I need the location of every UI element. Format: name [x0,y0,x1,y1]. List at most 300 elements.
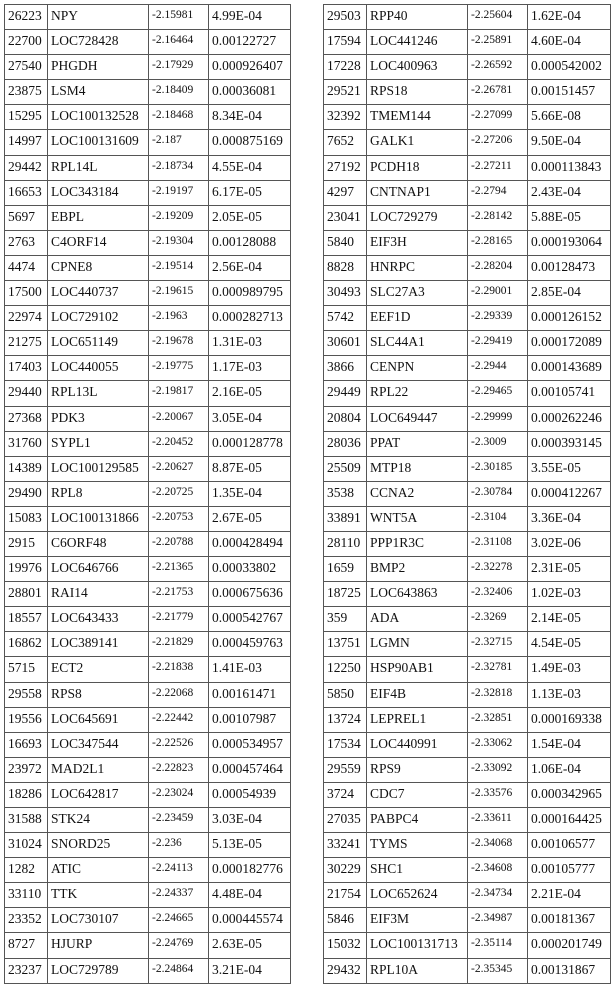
fold-change-cell: -2.20753 [149,506,209,531]
gene-id-cell: 13751 [324,632,367,657]
gene-symbol-cell: SNORD25 [48,833,149,858]
gene-symbol-cell: EBPL [48,205,149,230]
gene-symbol-cell: HSP90AB1 [367,657,468,682]
gene-symbol-cell: RAI14 [48,582,149,607]
gene-symbol-cell: LOC643863 [367,582,468,607]
gene-id-cell: 14997 [5,130,48,155]
p-value-cell: 3.55E-05 [528,456,611,481]
gene-symbol-cell: LOC729102 [48,306,149,331]
p-value-cell: 8.34E-04 [209,105,291,130]
table-row [5,607,291,632]
table-row [324,933,611,958]
gene-symbol-cell: LOC646766 [48,557,149,582]
p-value-cell: 0.000128778 [209,431,291,456]
fold-change-cell: -2.27099 [468,105,528,130]
table-row [5,456,291,481]
fold-change-cell: -2.32715 [468,632,528,657]
table-row [324,657,611,682]
fold-change-cell: -2.21365 [149,557,209,582]
fold-change-cell: -2.29999 [468,406,528,431]
fold-change-cell: -2.32818 [468,682,528,707]
fold-change-cell: -2.28165 [468,230,528,255]
p-value-cell: 0.00128088 [209,230,291,255]
gene-id-cell: 29559 [324,757,367,782]
gene-symbol-cell: LOC100129585 [48,456,149,481]
fold-change-cell: -2.3009 [468,431,528,456]
table-row [5,958,291,983]
gene-id-cell: 5846 [324,908,367,933]
gene-id-cell: 22974 [5,306,48,331]
fold-change-cell: -2.22068 [149,682,209,707]
p-value-cell: 0.000445574 [209,908,291,933]
gene-symbol-cell: RPS18 [367,80,468,105]
table-row [324,30,611,55]
fold-change-cell: -2.19197 [149,180,209,205]
gene-table-left [4,4,291,984]
table-row [324,55,611,80]
p-value-cell: 3.21E-04 [209,958,291,983]
gene-id-cell: 19976 [5,557,48,582]
p-value-cell: 5.66E-08 [528,105,611,130]
gene-id-cell: 29503 [324,5,367,30]
fold-change-cell: -2.236 [149,833,209,858]
table-row [324,406,611,431]
fold-change-cell: -2.27211 [468,155,528,180]
gene-id-cell: 29440 [5,381,48,406]
table-row [324,5,611,30]
fold-change-cell: -2.24113 [149,858,209,883]
gene-id-cell: 17594 [324,30,367,55]
gene-id-cell: 26223 [5,5,48,30]
gene-symbol-cell: EIF3H [367,230,468,255]
p-value-cell: 3.03E-04 [209,808,291,833]
gene-symbol-cell: EIF3M [367,908,468,933]
gene-id-cell: 5715 [5,657,48,682]
gene-symbol-cell: LOC389141 [48,632,149,657]
fold-change-cell: -2.32406 [468,582,528,607]
p-value-cell: 2.16E-05 [209,381,291,406]
table-row [5,833,291,858]
p-value-cell: 4.99E-04 [209,5,291,30]
gene-symbol-cell: LOC343184 [48,180,149,205]
gene-symbol-cell: TMEM144 [367,105,468,130]
fold-change-cell: -2.30185 [468,456,528,481]
fold-change-cell: -2.2944 [468,356,528,381]
p-value-cell: 8.87E-05 [209,456,291,481]
fold-change-cell: -2.34608 [468,858,528,883]
gene-id-cell: 5697 [5,205,48,230]
p-value-cell: 0.000193064 [528,230,611,255]
gene-id-cell: 21275 [5,331,48,356]
gene-id-cell: 29521 [324,80,367,105]
p-value-cell: 0.000164425 [528,808,611,833]
fold-change-cell: -2.23024 [149,782,209,807]
p-value-cell: 2.67E-05 [209,506,291,531]
table-row [324,732,611,757]
gene-symbol-cell: PABPC4 [367,808,468,833]
gene-symbol-cell: LOC728428 [48,30,149,55]
gene-id-cell: 23237 [5,958,48,983]
table-row [324,306,611,331]
gene-symbol-cell: CNTNAP1 [367,180,468,205]
fold-change-cell: -2.29419 [468,331,528,356]
table-row [324,858,611,883]
table-row [5,808,291,833]
p-value-cell: 1.31E-03 [209,331,291,356]
p-value-cell: 1.54E-04 [528,732,611,757]
fold-change-cell: -2.28204 [468,255,528,280]
gene-id-cell: 3866 [324,356,367,381]
fold-change-cell: -2.19209 [149,205,209,230]
gene-symbol-cell: LEPREL1 [367,707,468,732]
p-value-cell: 4.48E-04 [209,883,291,908]
gene-id-cell: 3538 [324,481,367,506]
gene-symbol-cell: PHGDH [48,55,149,80]
table-row [324,331,611,356]
table-row [324,958,611,983]
p-value-cell: 0.00181367 [528,908,611,933]
p-value-cell: 4.60E-04 [528,30,611,55]
p-value-cell: 1.06E-04 [528,757,611,782]
gene-symbol-cell: LGMN [367,632,468,657]
table-row [5,657,291,682]
gene-id-cell: 28110 [324,531,367,556]
gene-id-cell: 1659 [324,557,367,582]
fold-change-cell: -2.24337 [149,883,209,908]
p-value-cell: 9.50E-04 [528,130,611,155]
p-value-cell: 6.17E-05 [209,180,291,205]
p-value-cell: 0.00033802 [209,557,291,582]
gene-symbol-cell: TTK [48,883,149,908]
fold-change-cell: -2.35345 [468,958,528,983]
table-row [324,506,611,531]
gene-symbol-cell: RPL22 [367,381,468,406]
table-row [324,180,611,205]
p-value-cell: 2.21E-04 [528,883,611,908]
table-row [324,431,611,456]
gene-id-cell: 4297 [324,180,367,205]
gene-id-cell: 15083 [5,506,48,531]
gene-symbol-cell: SYPL1 [48,431,149,456]
table-row [324,757,611,782]
fold-change-cell: -2.16464 [149,30,209,55]
table-row [324,607,611,632]
gene-id-cell: 16862 [5,632,48,657]
table-row [5,707,291,732]
p-value-cell: 0.000428494 [209,531,291,556]
gene-id-cell: 2763 [5,230,48,255]
fold-change-cell: -2.1963 [149,306,209,331]
table-row [5,531,291,556]
gene-symbol-cell: ADA [367,607,468,632]
p-value-cell: 0.000459763 [209,632,291,657]
gene-symbol-cell: RPP40 [367,5,468,30]
gene-symbol-cell: LOC100132528 [48,105,149,130]
table-row [5,30,291,55]
gene-symbol-cell: CENPN [367,356,468,381]
fold-change-cell: -2.19775 [149,356,209,381]
fold-change-cell: -2.33092 [468,757,528,782]
p-value-cell: 3.02E-06 [528,531,611,556]
gene-symbol-cell: MAD2L1 [48,757,149,782]
fold-change-cell: -2.187 [149,130,209,155]
gene-id-cell: 8828 [324,255,367,280]
table-row [324,632,611,657]
table-row [5,431,291,456]
p-value-cell: 0.000926407 [209,55,291,80]
gene-id-cell: 5850 [324,682,367,707]
fold-change-cell: -2.26592 [468,55,528,80]
table-row [324,456,611,481]
fold-change-cell: -2.20627 [149,456,209,481]
gene-symbol-cell: LOC645691 [48,707,149,732]
p-value-cell: 0.00106577 [528,833,611,858]
gene-id-cell: 21754 [324,883,367,908]
gene-symbol-cell: LOC649447 [367,406,468,431]
p-value-cell: 0.000126152 [528,306,611,331]
table-row [324,707,611,732]
gene-id-cell: 31588 [5,808,48,833]
fold-change-cell: -2.33576 [468,782,528,807]
fold-change-cell: -2.33611 [468,808,528,833]
p-value-cell: 1.35E-04 [209,481,291,506]
gene-id-cell: 27540 [5,55,48,80]
fold-change-cell: -2.28142 [468,205,528,230]
fold-change-cell: -2.21838 [149,657,209,682]
table-row [5,858,291,883]
gene-symbol-cell: BMP2 [367,557,468,582]
gene-id-cell: 30493 [324,281,367,306]
gene-symbol-cell: HJURP [48,933,149,958]
fold-change-cell: -2.24864 [149,958,209,983]
gene-symbol-cell: ECT2 [48,657,149,682]
gene-id-cell: 1282 [5,858,48,883]
gene-id-cell: 25509 [324,456,367,481]
gene-symbol-cell: MTP18 [367,456,468,481]
p-value-cell: 1.13E-03 [528,682,611,707]
fold-change-cell: -2.19817 [149,381,209,406]
fold-change-cell: -2.32781 [468,657,528,682]
gene-symbol-cell: SLC44A1 [367,331,468,356]
fold-change-cell: -2.19615 [149,281,209,306]
gene-symbol-cell: CCNA2 [367,481,468,506]
fold-change-cell: -2.29465 [468,381,528,406]
p-value-cell: 0.00128473 [528,255,611,280]
p-value-cell: 0.00105741 [528,381,611,406]
gene-id-cell: 17228 [324,55,367,80]
gene-id-cell: 33891 [324,506,367,531]
gene-symbol-cell: LOC730107 [48,908,149,933]
gene-symbol-cell: NPY [48,5,149,30]
p-value-cell: 1.17E-03 [209,356,291,381]
gene-symbol-cell: SHC1 [367,858,468,883]
gene-id-cell: 23352 [5,908,48,933]
fold-change-cell: -2.18468 [149,105,209,130]
p-value-cell: 0.000534957 [209,732,291,757]
gene-id-cell: 18725 [324,582,367,607]
gene-symbol-cell: LOC347544 [48,732,149,757]
fold-change-cell: -2.20452 [149,431,209,456]
table-row [5,130,291,155]
table-row [5,255,291,280]
gene-symbol-cell: LOC729789 [48,958,149,983]
fold-change-cell: -2.2794 [468,180,528,205]
gene-symbol-cell: PCDH18 [367,155,468,180]
p-value-cell: 0.000393145 [528,431,611,456]
fold-change-cell: -2.33062 [468,732,528,757]
gene-id-cell: 18286 [5,782,48,807]
gene-id-cell: 15032 [324,933,367,958]
gene-symbol-cell: CPNE8 [48,255,149,280]
gene-symbol-cell: LOC100131713 [367,933,468,958]
gene-id-cell: 23972 [5,757,48,782]
fold-change-cell: -2.34987 [468,908,528,933]
fold-change-cell: -2.22442 [149,707,209,732]
gene-symbol-cell: RPS8 [48,682,149,707]
p-value-cell: 0.00107987 [209,707,291,732]
table-row [5,933,291,958]
p-value-cell: 0.000675636 [209,582,291,607]
table-row [324,682,611,707]
gene-symbol-cell: RPS9 [367,757,468,782]
table-row [324,582,611,607]
gene-symbol-cell: RPL14L [48,155,149,180]
gene-id-cell: 17403 [5,356,48,381]
fold-change-cell: -2.34734 [468,883,528,908]
gene-symbol-cell: LOC440737 [48,281,149,306]
fold-change-cell: -2.26781 [468,80,528,105]
p-value-cell: 0.00161471 [209,682,291,707]
gene-id-cell: 29432 [324,958,367,983]
table-row [5,230,291,255]
table-row [5,381,291,406]
table-row [324,105,611,130]
gene-symbol-cell: ATIC [48,858,149,883]
fold-change-cell: -2.34068 [468,833,528,858]
gene-symbol-cell: PPAT [367,431,468,456]
table-row [324,155,611,180]
fold-change-cell: -2.19678 [149,331,209,356]
table-row [5,506,291,531]
p-value-cell: 0.000113843 [528,155,611,180]
fold-change-cell: -2.32851 [468,707,528,732]
gene-id-cell: 23041 [324,205,367,230]
gene-id-cell: 5840 [324,230,367,255]
table-row [5,356,291,381]
gene-id-cell: 29449 [324,381,367,406]
gene-symbol-cell: EEF1D [367,306,468,331]
table-row [5,331,291,356]
gene-symbol-cell: C6ORF48 [48,531,149,556]
table-row [324,381,611,406]
table-row [5,883,291,908]
table-row [5,557,291,582]
fold-change-cell: -2.20788 [149,531,209,556]
gene-id-cell: 15295 [5,105,48,130]
fold-change-cell: -2.27206 [468,130,528,155]
gene-id-cell: 31760 [5,431,48,456]
gene-symbol-cell: SLC27A3 [367,281,468,306]
gene-id-cell: 29442 [5,155,48,180]
table-row [324,356,611,381]
gene-id-cell: 22700 [5,30,48,55]
table-row [324,808,611,833]
gene-id-cell: 359 [324,607,367,632]
p-value-cell: 2.31E-05 [528,557,611,582]
fold-change-cell: -2.17929 [149,55,209,80]
fold-change-cell: -2.3104 [468,506,528,531]
fold-change-cell: -2.18409 [149,80,209,105]
table-row [5,406,291,431]
gene-symbol-cell: LOC729279 [367,205,468,230]
p-value-cell: 0.00054939 [209,782,291,807]
p-value-cell: 4.55E-04 [209,155,291,180]
fold-change-cell: -2.19304 [149,230,209,255]
p-value-cell: 5.13E-05 [209,833,291,858]
gene-id-cell: 30601 [324,331,367,356]
p-value-cell: 0.000989795 [209,281,291,306]
p-value-cell: 0.000262246 [528,406,611,431]
p-value-cell: 2.56E-04 [209,255,291,280]
gene-symbol-cell: WNT5A [367,506,468,531]
gene-id-cell: 30229 [324,858,367,883]
fold-change-cell: -2.35114 [468,933,528,958]
p-value-cell: 2.85E-04 [528,281,611,306]
fold-change-cell: -2.30784 [468,481,528,506]
p-value-cell: 0.000457464 [209,757,291,782]
table-row [324,908,611,933]
table-row [324,80,611,105]
p-value-cell: 1.02E-03 [528,582,611,607]
table-row [5,155,291,180]
gene-symbol-cell: LOC440991 [367,732,468,757]
gene-id-cell: 27192 [324,155,367,180]
gene-id-cell: 14389 [5,456,48,481]
fold-change-cell: -2.20725 [149,481,209,506]
table-row [5,80,291,105]
table-row [5,632,291,657]
gene-id-cell: 16693 [5,732,48,757]
p-value-cell: 0.000282713 [209,306,291,331]
table-row [324,205,611,230]
table-row [5,908,291,933]
p-value-cell: 0.000542767 [209,607,291,632]
gene-symbol-cell: CDC7 [367,782,468,807]
p-value-cell: 0.00122727 [209,30,291,55]
table-row [324,531,611,556]
gene-symbol-cell: LOC642817 [48,782,149,807]
table-row [5,281,291,306]
gene-symbol-cell: LOC651149 [48,331,149,356]
fold-change-cell: -2.20067 [149,406,209,431]
fold-change-cell: -2.25891 [468,30,528,55]
gene-id-cell: 29490 [5,481,48,506]
gene-id-cell: 33241 [324,833,367,858]
gene-id-cell: 32392 [324,105,367,130]
fold-change-cell: -2.3269 [468,607,528,632]
p-value-cell: 3.36E-04 [528,506,611,531]
fold-change-cell: -2.25604 [468,5,528,30]
gene-id-cell: 17500 [5,281,48,306]
gene-symbol-cell: RPL10A [367,958,468,983]
table-row [5,105,291,130]
gene-symbol-cell: TYMS [367,833,468,858]
gene-id-cell: 2915 [5,531,48,556]
gene-id-cell: 29558 [5,682,48,707]
fold-change-cell: -2.31108 [468,531,528,556]
p-value-cell: 4.54E-05 [528,632,611,657]
fold-change-cell: -2.22823 [149,757,209,782]
